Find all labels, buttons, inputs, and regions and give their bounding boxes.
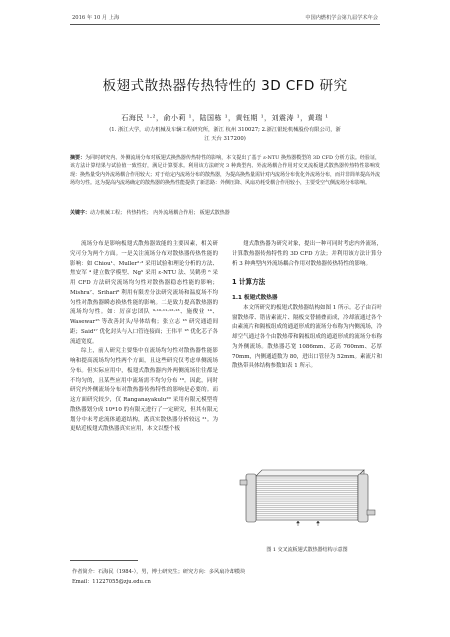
abstract xyxy=(70,154,380,187)
running-header-conference: 中国内燃机学会第九届学术年会 xyxy=(305,15,378,21)
running-header-date: 2016 年 10 月 上海 xyxy=(72,15,120,21)
airflow-arrows xyxy=(297,521,320,526)
keywords-text: 动力机械工程； 传热特性； 内外流场耦合作用； 板翅式散热器 xyxy=(90,210,230,216)
body-paragraph: 翅式散热器为研究对象，提出一种可同时考虑内外流场，计算散热器传热特性的 3D CFD 方法；并利用该方法计算分析 3 种典型内外流场耦合作用对散热器传热特性的影响。 xyxy=(232,241,382,267)
abstract-label: 摘要： xyxy=(70,155,86,161)
keywords-label: 关键字： xyxy=(70,210,91,216)
figure-caption: 图 1 交叉流板翅式散热器结构示意图 xyxy=(266,547,348,553)
affiliation-line-1: (1. 浙江大学，动力机械及车辆工程研究所，浙江 杭州 310027; 2.浙江银轮机械股份有限公司，浙 xyxy=(109,127,341,133)
radiator-core xyxy=(256,470,364,520)
keywords xyxy=(70,209,380,217)
section-heading: 1 计算方法 xyxy=(232,278,266,287)
radiator-structure-figure xyxy=(238,466,378,528)
header-rule xyxy=(70,24,380,25)
abstract-text: 为同时研究内、外侧流场分布对板翅式换热器传热特性的影响，本文提出了基于 ε-NTU 换热器模型的 3D CFD 分析方法。经验证，该方法计算结果与试验值一致性好，满足计算要求。利用该方法研究 3 种典型内、外流场耦合作用对交叉流板翅式散热器传热特性影响发现：换热量受内外流场耦合作用较大；对于给定内流场分布的散热器，为提高换热量需针对内流场分布优化外流场分布，而并非简单提高外流场均匀性。这为提高内流场确定的散热器的换热性能提供了新思路：外侧压降、风扇功耗受耦合作用较小，主要受空气侧流场分布影响。 xyxy=(70,155,381,186)
body-paragraph: 本文所研究的板翅式散热器结构如图 1 所示。芯子由百叶窗散热带、错齿素流片、隔板交替辅叠而成，冷却液通过各个由素流片和隔板组成的通道形成的流场分布称为内侧流场，冷却空气通过各个由散热带和隔板组成的通道形成的流场分布称为外侧流场。散热器芯宽 1086mm、芯高 760mm、芯厚 70mm，内侧通道数为 80，进出口管径为 52mm。素流片和散热带具体结构参数如表 1 所示。 xyxy=(232,304,382,370)
body-column-right xyxy=(232,240,382,372)
paper-title: 板翅式散热器传热特性的 3D CFD 研究 xyxy=(102,78,348,94)
author-footnote xyxy=(72,567,245,587)
subsection-heading: 1.1 板翅式散热器 xyxy=(232,295,278,301)
affiliation xyxy=(70,126,380,143)
footnote-rule xyxy=(70,560,138,561)
footnote-email: Email：11227055@zju.edu.cn xyxy=(72,579,151,585)
affiliation-line-2: 江 天台 317200) xyxy=(204,135,246,142)
body-paragraph: 流场分布是影响板翅式散热器效能的主要因素，相关研究可分为两个方面。一是关注流场分布对散热器传热性能的影响：如 Chiou¹、Muller²·³ 采用试验和理论分析的方法、焦安军 ⁴ 建立数学模型、Ng⁵ 采用 ε-NTU 法、吴鹤勇 ⁶ 采用 CFD 方法研究流场均匀性对散热器稳态性能的影响；Mishra⁷、Srihari⁸ 利用有限差分法研究流场和温度场不均匀性对散热器瞬态换热性能的影响。二是致力提高散热器的流场均匀性。如：厉彦忠团队 ⁹·¹⁰·¹¹·¹²·¹³、施俊业 ¹⁴、Wasewar¹⁵ 等改善封头/导体结构；张立志 ¹⁶ 研究通道间距；Said¹⁷ 优化封头与入口管连接面；王伟平 ¹⁸ 优化芯子各流道宽度。 xyxy=(70,241,218,345)
author-list: 石海民 ¹·²，俞小莉 ¹，陆国栋 ¹，黄钰期 ¹，刘震涛 ¹，黄瑞 ¹ xyxy=(121,114,329,122)
body-paragraph: 综上，前人研究主要集中在流场均匀性对散热器性能影响和提高流场均匀性两个方面，且这些研究仅考虑单侧流场分布。但实际应用中，板翅式散热器内外两侧流场往往都是不均匀的，且某些应用中流场需不均匀分布 ¹⁹。因此，同时研究内外侧流场分布对散热器传热特性的影响是必要的。而这方面研究较少，仅 Ranganayakulu²⁰ 采用有限元模型将散热器划分成 10*10 的有限元进行了一定研究，但其有限元划分中未考虑流体通道结构，离真实散热器分析较远 ²¹。为更贴近板翅式散热器真实应用，本文以整个板 xyxy=(70,348,218,433)
outlet-header-tank xyxy=(358,474,375,522)
footnote-author-bio: 作者简介：石海民（1984-），男，博士研究生；研究方向：多风扇冷却模块 xyxy=(72,569,246,575)
body-column-left xyxy=(70,240,218,435)
inlet-header-tank xyxy=(240,474,256,522)
